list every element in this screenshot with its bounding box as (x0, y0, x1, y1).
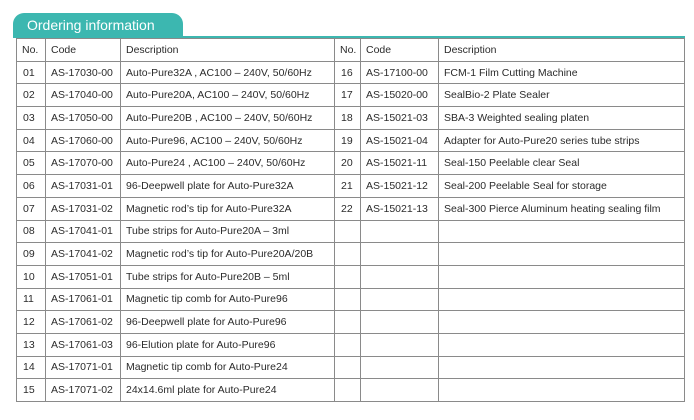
item-code: AS-17050-00 (46, 107, 121, 130)
item-code: AS-15021-13 (361, 197, 439, 220)
item-no: 13 (17, 333, 46, 356)
table-row (17, 379, 685, 402)
item-no: 04 (17, 129, 46, 152)
item-code (361, 333, 439, 356)
item-no (335, 356, 361, 379)
table-row (17, 129, 685, 152)
item-no (335, 220, 361, 243)
item-code: AS-15020-00 (361, 84, 439, 107)
item-description: Auto-Pure96, AC100 – 240V, 50/60Hz (121, 129, 335, 152)
item-code (361, 288, 439, 311)
header-description-left: Description (121, 39, 335, 62)
item-code: AS-15021-04 (361, 129, 439, 152)
item-description: Adapter for Auto-Pure20 series tube strips (439, 129, 685, 152)
table-row (17, 152, 685, 175)
item-description (439, 288, 685, 311)
item-no: 12 (17, 311, 46, 334)
item-description (439, 220, 685, 243)
item-no: 06 (17, 175, 46, 198)
item-no: 11 (17, 288, 46, 311)
item-code: AS-17061-03 (46, 333, 121, 356)
item-description (439, 265, 685, 288)
table-row (17, 311, 685, 334)
item-description: SBA-3 Weighted sealing platen (439, 107, 685, 130)
item-no: 08 (17, 220, 46, 243)
item-no: 18 (335, 107, 361, 130)
item-code: AS-15021-12 (361, 175, 439, 198)
table-row (17, 197, 685, 220)
item-code: AS-17040-00 (46, 84, 121, 107)
table-row (17, 265, 685, 288)
item-description: Auto-Pure32A , AC100 – 240V, 50/60Hz (121, 61, 335, 84)
item-code: AS-17051-01 (46, 265, 121, 288)
table-row (17, 220, 685, 243)
item-code: AS-17071-02 (46, 379, 121, 402)
item-no: 21 (335, 175, 361, 198)
item-code (361, 311, 439, 334)
table-header-row (17, 39, 685, 62)
table-row (17, 356, 685, 379)
item-no: 05 (17, 152, 46, 175)
item-code: AS-17041-02 (46, 243, 121, 266)
item-description: Auto-Pure24 , AC100 – 240V, 50/60Hz (121, 152, 335, 175)
item-code: AS-17070-00 (46, 152, 121, 175)
item-description (439, 243, 685, 266)
item-code (361, 265, 439, 288)
item-description: FCM-1 Film Cutting Machine (439, 61, 685, 84)
item-no (335, 311, 361, 334)
item-description: 96-Elution plate for Auto-Pure96 (121, 333, 335, 356)
item-description (439, 333, 685, 356)
item-description: 96-Deepwell plate for Auto-Pure96 (121, 311, 335, 334)
item-no (335, 288, 361, 311)
item-no: 02 (17, 84, 46, 107)
item-description: Seal-300 Pierce Aluminum heating sealing film (439, 197, 685, 220)
item-description: Magnetic tip comb for Auto-Pure96 (121, 288, 335, 311)
item-no: 20 (335, 152, 361, 175)
header-description-right: Description (439, 39, 685, 62)
item-description: Magnetic rod’s tip for Auto-Pure20A/20B (121, 243, 335, 266)
item-no: 19 (335, 129, 361, 152)
item-no: 09 (17, 243, 46, 266)
item-code: AS-17031-01 (46, 175, 121, 198)
item-no (335, 333, 361, 356)
item-no (335, 379, 361, 402)
header-code-left: Code (46, 39, 121, 62)
header-no-right: No. (335, 39, 361, 62)
item-description: Tube strips for Auto-Pure20B – 5ml (121, 265, 335, 288)
table-row (17, 175, 685, 198)
item-no: 14 (17, 356, 46, 379)
item-code (361, 379, 439, 402)
item-no (335, 265, 361, 288)
item-no: 03 (17, 107, 46, 130)
table-row (17, 84, 685, 107)
item-no: 07 (17, 197, 46, 220)
item-code (361, 220, 439, 243)
item-code: AS-17071-01 (46, 356, 121, 379)
item-description: Tube strips for Auto-Pure20A – 3ml (121, 220, 335, 243)
item-code: AS-17041-01 (46, 220, 121, 243)
header-no-left: No. (17, 39, 46, 62)
item-description: Auto-Pure20B , AC100 – 240V, 50/60Hz (121, 107, 335, 130)
header-code-right: Code (361, 39, 439, 62)
section-title: Ordering information (27, 17, 155, 33)
table-row (17, 107, 685, 130)
item-no: 15 (17, 379, 46, 402)
table-row (17, 288, 685, 311)
item-code: AS-17060-00 (46, 129, 121, 152)
item-code: AS-15021-03 (361, 107, 439, 130)
item-code: AS-17061-02 (46, 311, 121, 334)
item-description: Seal-200 Peelable Seal for storage (439, 175, 685, 198)
ordering-table (16, 38, 685, 402)
item-code: AS-17030-00 (46, 61, 121, 84)
item-code: AS-17061-01 (46, 288, 121, 311)
item-no: 10 (17, 265, 46, 288)
item-description: 96-Deepwell plate for Auto-Pure32A (121, 175, 335, 198)
item-description: Magnetic tip comb for Auto-Pure24 (121, 356, 335, 379)
item-no: 17 (335, 84, 361, 107)
item-no: 22 (335, 197, 361, 220)
item-description (439, 379, 685, 402)
item-no (335, 243, 361, 266)
item-no: 01 (17, 61, 46, 84)
table-row (17, 333, 685, 356)
item-no: 16 (335, 61, 361, 84)
item-description (439, 356, 685, 379)
item-code: AS-15021-11 (361, 152, 439, 175)
item-description: Auto-Pure20A, AC100 – 240V, 50/60Hz (121, 84, 335, 107)
table-row (17, 61, 685, 84)
section-title-tab (13, 13, 183, 37)
item-description: Magnetic rod’s tip for Auto-Pure32A (121, 197, 335, 220)
item-code (361, 243, 439, 266)
item-code: AS-17031-02 (46, 197, 121, 220)
item-description: Seal-150 Peelable clear Seal (439, 152, 685, 175)
item-description (439, 311, 685, 334)
table-row (17, 243, 685, 266)
item-code (361, 356, 439, 379)
item-description: SealBio-2 Plate Sealer (439, 84, 685, 107)
item-description: 24x14.6ml plate for Auto-Pure24 (121, 379, 335, 402)
item-code: AS-17100-00 (361, 61, 439, 84)
